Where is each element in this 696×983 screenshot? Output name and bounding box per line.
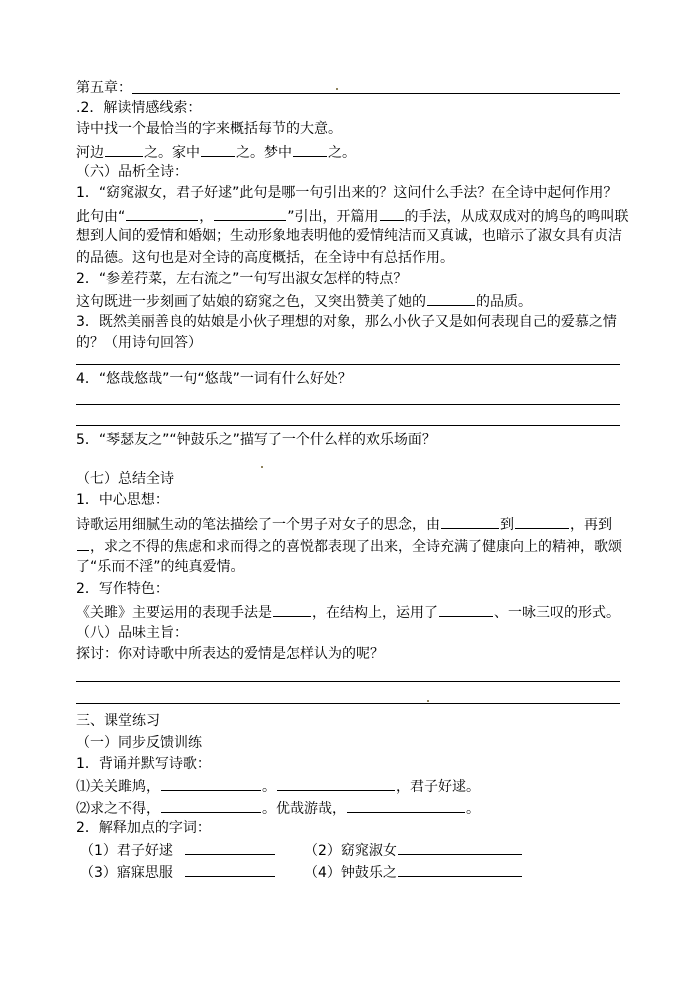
- blank-r2-2[interactable]: [347, 798, 465, 813]
- recite-line2: ⑵求之不得， 。优哉游哉， 。: [76, 798, 480, 818]
- explain-title: 2．解释加点的字词：: [76, 820, 211, 836]
- c2-fill: 《关雎》主要运用的表现手法是 ，在结构上，运用了 、一咏三叹的形式。: [76, 602, 620, 622]
- section2-fill: 河边 之。家中 之。梦中 之。: [76, 142, 356, 162]
- q1-text: 1．“窈窕淑女，君子好逑”此句是哪一句引出来的？这问什么手法？在全诗中起何作用？: [76, 185, 618, 201]
- explain-item-4: （4）钟鼓乐之: [304, 862, 523, 882]
- blank-c1-2[interactable]: [515, 514, 569, 529]
- q1-line3: 的品德。这句也是对全诗的高度概括，在全诗中有总括作用。: [76, 250, 454, 266]
- section8-title: （八）品味主旨：: [76, 625, 188, 641]
- c1-title: 1．中心思想：: [76, 492, 169, 508]
- blank-hebian[interactable]: [105, 142, 143, 157]
- blank-e2-4[interactable]: [398, 862, 522, 877]
- recite-title: 1．背诵并默写诗歌：: [76, 756, 211, 772]
- blank-c2-1[interactable]: [273, 602, 311, 617]
- blank-q2[interactable]: [427, 291, 475, 306]
- q3-answer-line[interactable]: [76, 364, 620, 365]
- explain-item-1: （1）君子好逑: [80, 840, 276, 860]
- q4-answer-line-2[interactable]: [76, 425, 620, 426]
- s8-answer-line-1[interactable]: [76, 681, 620, 682]
- blank-q1-2[interactable]: [214, 206, 286, 221]
- blank-c2-2[interactable]: [439, 602, 493, 617]
- section2-question: 诗中找一个最恰当的字来概括每节的大意。: [76, 121, 342, 137]
- blank-jiazhong[interactable]: [201, 142, 235, 157]
- blank-r2-1[interactable]: [161, 798, 261, 813]
- section6-title: （六）品析全诗：: [76, 164, 188, 180]
- blank-r1-2[interactable]: [277, 776, 395, 791]
- explain-item-3: （3）寤寐思服: [80, 862, 276, 882]
- scan-speck: [427, 700, 429, 702]
- c1-line2: ，求之不得的焦虑和求而得之的喜悦都表现了出来，全诗充满了健康向上的精神，歌颂: [76, 536, 622, 556]
- blank-e2-3[interactable]: [185, 862, 275, 877]
- blank-c1-1[interactable]: [441, 514, 499, 529]
- part3-title: 三、课堂练习: [76, 713, 160, 729]
- blank-c1-3[interactable]: [77, 536, 89, 551]
- c1-fill: 诗歌运用细腻生动的笔法描绘了一个男子对女子的思念，由 到 ，再到: [76, 514, 612, 534]
- q1-fill: 此句由“ ， ”引出，开篇用 的手法，从成双成对的鸠鸟的鸣叫联: [76, 206, 629, 226]
- s8-answer-line-2[interactable]: [76, 703, 620, 704]
- q3-line2: 的？（用诗句回答）: [76, 335, 202, 351]
- blank-mengzhong[interactable]: [293, 142, 327, 157]
- section8-question: 探讨：你对诗歌中所表达的爱情是怎样认为的呢？: [76, 646, 384, 662]
- recite-line1: ⑴关关雎鸠， 。 ，君子好逑。: [76, 776, 480, 796]
- blank-r1-1[interactable]: [161, 776, 261, 791]
- c1-line3: 了“乐而不淫”的纯真爱情。: [76, 559, 245, 575]
- chapter5-label: 第五章：: [76, 80, 132, 96]
- explain-item-2: （2）窈窕淑女: [304, 840, 523, 860]
- chapter5-answer-line[interactable]: [132, 93, 620, 94]
- blank-e2-1[interactable]: [185, 840, 275, 855]
- q4-text: 4．“悠哉悠哉”一句“悠哉”一词有什么好处？: [76, 371, 352, 387]
- q5-text: 5．“琴瑟友之”“钟鼓乐之”描写了一个什么样的欢乐场面？: [76, 432, 436, 448]
- c2-title: 2．写作特色：: [76, 581, 169, 597]
- scan-speck: [336, 88, 338, 90]
- blank-q1-3[interactable]: [380, 206, 404, 221]
- scan-speck: [261, 466, 263, 468]
- chapter5-line: [76, 79, 132, 97]
- q2-text: 2．“参差荇菜，左右流之”一句写出淑女怎样的特点？: [76, 271, 408, 287]
- q1-line2: 想到人间的爱情和婚姻；生动形象地表明他的爱情纯洁而又真诚，也暗示了淑女具有贞洁: [76, 228, 622, 244]
- q4-answer-line-1[interactable]: [76, 404, 620, 405]
- blank-e2-2[interactable]: [398, 840, 522, 855]
- section2-title: .2．解读情感线索：: [76, 100, 202, 116]
- q3-line1: 3．既然美丽善良的姑娘是小伙子理想的对象，那么小伙子又是如何表现自己的爱慕之情: [76, 314, 617, 330]
- section7-title: （七）总结全诗: [76, 471, 174, 487]
- blank-q1-1[interactable]: [126, 206, 198, 221]
- part3-sub: （一）同步反馈训练: [76, 735, 202, 751]
- q2-fill: 这句既进一步刻画了姑娘的窈窕之色，又突出赞美了她的 的品质。: [76, 291, 532, 311]
